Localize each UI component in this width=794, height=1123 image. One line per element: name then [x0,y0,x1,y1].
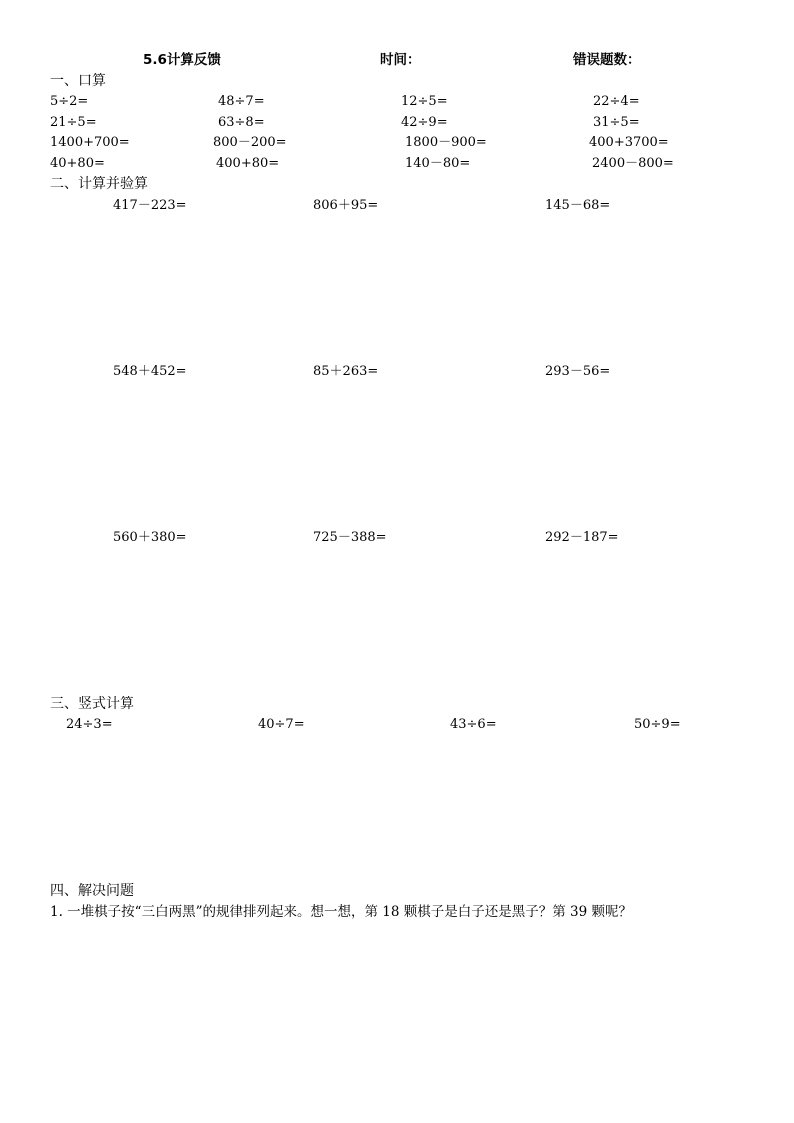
mental-math-item: 12÷5= [401,94,448,109]
mental-math-item: 400+3700= [589,135,669,150]
vertical-calc-item: 50÷9= [634,717,681,732]
calc-verify-item: 806＋95= [313,198,379,213]
word-problem-1: 1. 一堆棋子按“三白两黑”的规律排列起来。想一想，第 18 颗棋子是白子还是黑子？第 39 颗呢？ [50,904,632,920]
section-mental-math-title: 一、口算 [50,73,106,89]
vertical-calc-item: 43÷6= [450,717,497,732]
mental-math-item: 21÷5= [50,115,97,130]
mental-math-item: 31÷5= [593,115,640,130]
mental-math-item: 42÷9= [401,115,448,130]
section-problem-solving-title: 四、解决问题 [50,883,134,899]
calc-verify-item: 85＋263= [313,364,379,379]
calc-verify-item: 293－56= [545,364,611,379]
errors-count-label: 错误题数： [573,52,641,68]
mental-math-item: 2400－800= [592,156,674,171]
mental-math-item: 63÷8= [218,115,265,130]
mental-math-item: 48÷7= [218,94,265,109]
vertical-calc-item: 24÷3= [66,717,113,732]
time-label: 时间： [380,52,421,68]
section-vertical-calc-title: 三、竖式计算 [50,696,134,712]
mental-math-item: 800－200= [213,135,287,150]
calc-verify-item: 145－68= [545,198,611,213]
mental-math-item: 1400+700= [50,135,130,150]
page-title: 5.6计算反馈 [143,52,221,68]
calc-verify-item: 292－187= [545,530,619,545]
mental-math-item: 140－80= [405,156,471,171]
calc-verify-item: 560＋380= [113,530,187,545]
vertical-calc-item: 40÷7= [258,717,305,732]
mental-math-item: 1800－900= [405,135,487,150]
calc-verify-item: 548＋452= [113,364,187,379]
mental-math-item: 40+80= [50,156,105,171]
calc-verify-item: 417－223= [113,198,187,213]
section-calc-verify-title: 二、计算并验算 [50,176,148,192]
mental-math-item: 22÷4= [593,94,640,109]
mental-math-item: 5÷2= [50,94,89,109]
calc-verify-item: 725－388= [313,530,387,545]
mental-math-item: 400+80= [216,156,280,171]
